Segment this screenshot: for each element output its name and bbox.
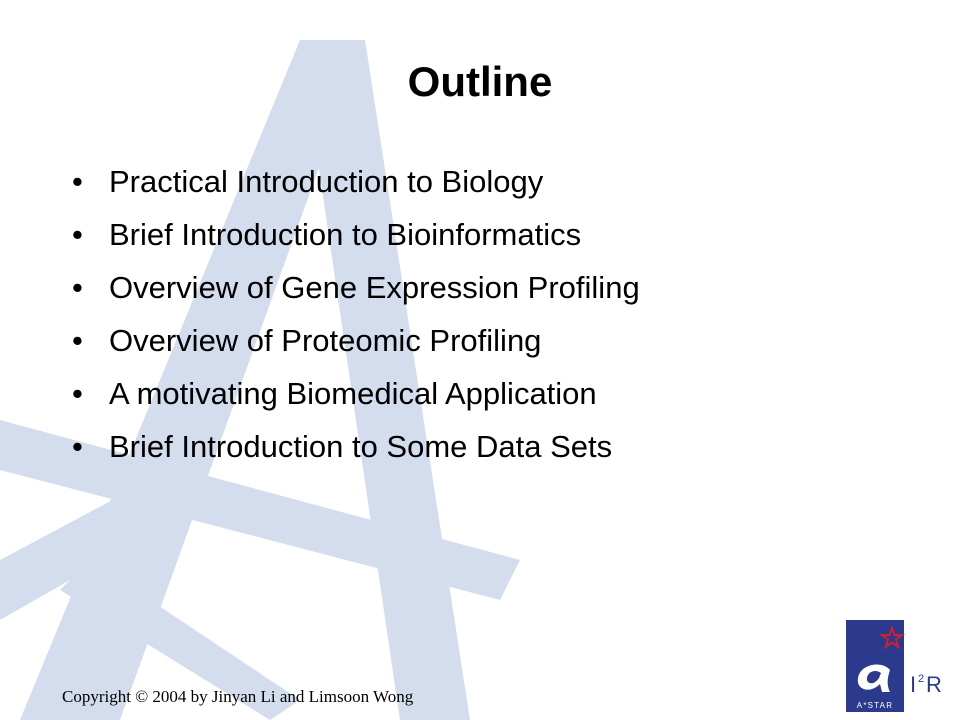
svg-text:2: 2 xyxy=(918,673,925,685)
slide-title: Outline xyxy=(407,58,553,105)
outline-list xyxy=(72,158,640,476)
bullet-icon: • xyxy=(72,376,83,411)
bullet-icon: • xyxy=(72,270,83,305)
list-item-text: Brief Introduction to Bioinformatics xyxy=(109,217,582,252)
list-item xyxy=(72,211,640,264)
copyright-footer: Copyright © 2004 by Jinyan Li and Limsoon Wong xyxy=(62,687,414,706)
svg-text:I: I xyxy=(910,672,917,697)
list-item xyxy=(72,423,640,476)
list-item xyxy=(72,317,640,370)
list-item-text: A motivating Biomedical Application xyxy=(109,376,597,411)
list-item-text: Brief Introduction to Some Data Sets xyxy=(109,429,613,464)
bullet-icon: • xyxy=(72,217,83,252)
bullet-icon: • xyxy=(72,429,83,464)
svg-text:A*STAR: A*STAR xyxy=(856,701,894,710)
bullet-icon: • xyxy=(72,323,83,358)
list-item-text: Overview of Gene Expression Profiling xyxy=(109,270,640,305)
list-item xyxy=(72,158,640,211)
list-item-text: Overview of Proteomic Profiling xyxy=(109,323,542,358)
svg-text:R: R xyxy=(926,672,942,697)
astar-i2r-logo-icon xyxy=(846,620,948,712)
bullet-icon: • xyxy=(72,164,83,199)
list-item xyxy=(72,370,640,423)
list-item-text: Practical Introduction to Biology xyxy=(109,164,544,199)
list-item xyxy=(72,264,640,317)
